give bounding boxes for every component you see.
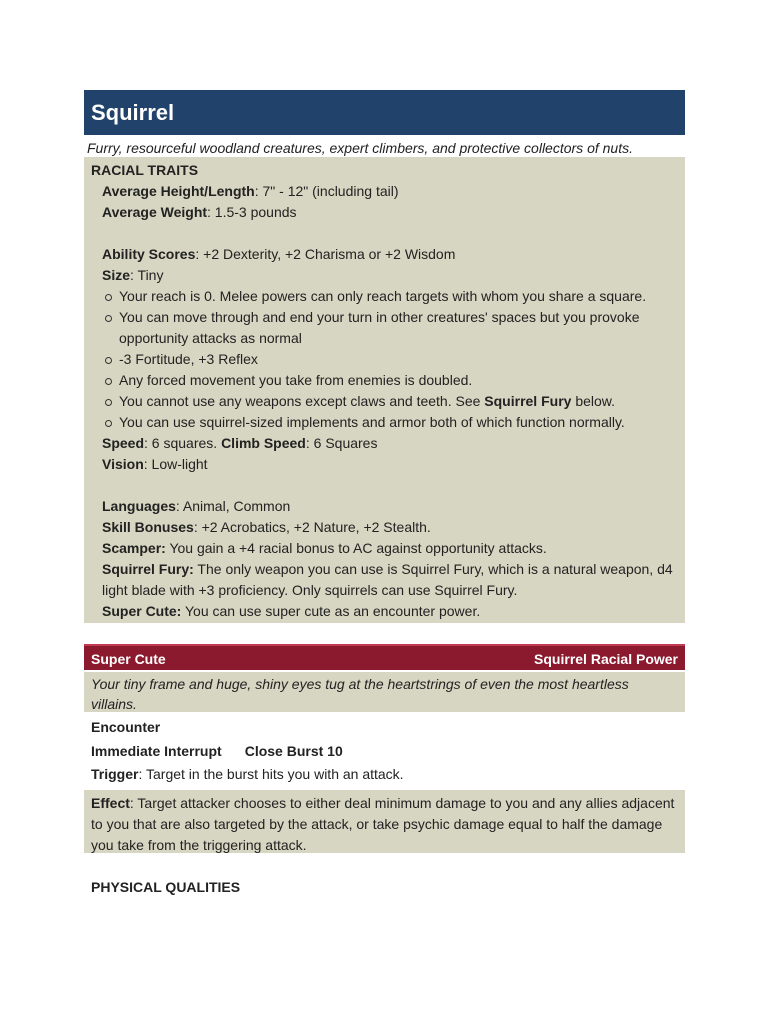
list-item: -3 Fortitude, +3 Reflex <box>102 349 678 370</box>
power-action: Immediate Interrupt <box>91 743 222 759</box>
trait-scamper: Scamper: You gain a +4 racial bonus to AC against opportunity attacks. <box>102 540 547 556</box>
list-item: Your reach is 0. Melee powers can only reach targets with whom you share a square. <box>102 286 678 307</box>
power-header <box>84 644 685 670</box>
trait-size: Size: Tiny <box>102 267 164 283</box>
trait-languages: Languages: Animal, Common <box>102 498 291 514</box>
trait-vision: Vision: Low-light <box>102 456 208 472</box>
power-range: Close Burst 10 <box>244 743 343 759</box>
racial-traits-box <box>84 157 685 623</box>
trait-super-cute: Super Cute: You can use super cute as an encounter power. <box>102 603 481 619</box>
trait-speed: Speed: 6 squares. Climb Speed: 6 Squares <box>102 435 378 451</box>
list-item: You can use squirrel-sized implements and armor both of which function normally. <box>102 412 678 433</box>
power-effect: Effect: Target attacker chooses to either deal minimum damage to you and any allies adjacent to you that are also targeted by the attack, or take psychic damage equal to half the damage you take from the triggering attack. <box>84 790 685 853</box>
list-item: Any forced movement you take from enemies is doubled. <box>102 370 678 391</box>
trait-height: Average Height/Length: 7" - 12" (including tail) <box>102 183 399 199</box>
size-details-list <box>91 286 678 433</box>
power-usage: Encounter <box>91 719 161 735</box>
list-item: You cannot use any weapons except claws and teeth. See Squirrel Fury below. <box>102 391 678 412</box>
list-item: You can move through and end your turn in other creatures' spaces but you provoke opportunity attacks as normal <box>102 307 678 349</box>
trait-ability-scores: Ability Scores: +2 Dexterity, +2 Charisma or +2 Wisdom <box>102 246 456 262</box>
race-tagline: Furry, resourceful woodland creatures, expert climbers, and protective collectors of nuts. <box>87 140 633 156</box>
racial-traits-heading: RACIAL TRAITS <box>91 162 199 178</box>
power-trigger: Trigger: Target in the burst hits you with an attack. <box>91 766 404 782</box>
power-name: Super Cute <box>91 651 166 667</box>
trait-weight: Average Weight: 1.5-3 pounds <box>102 204 297 220</box>
trait-squirrel-fury: Squirrel Fury: The only weapon you can use is Squirrel Fury, which is a natural weapon, d4 light blade with +3 proficiency. Only squirrels can use Squirrel Fury. <box>102 561 673 598</box>
physical-qualities-heading: PHYSICAL QUALITIES <box>91 879 241 895</box>
power-type: Squirrel Racial Power <box>534 651 678 667</box>
trait-skill-bonuses: Skill Bonuses: +2 Acrobatics, +2 Nature, +2 Stealth. <box>102 519 431 535</box>
power-action-range <box>91 743 343 759</box>
page-title: Squirrel <box>84 90 685 135</box>
power-flavor-text: Your tiny frame and huge, shiny eyes tug at the heartstrings of even the most heartless villains. <box>84 672 685 712</box>
